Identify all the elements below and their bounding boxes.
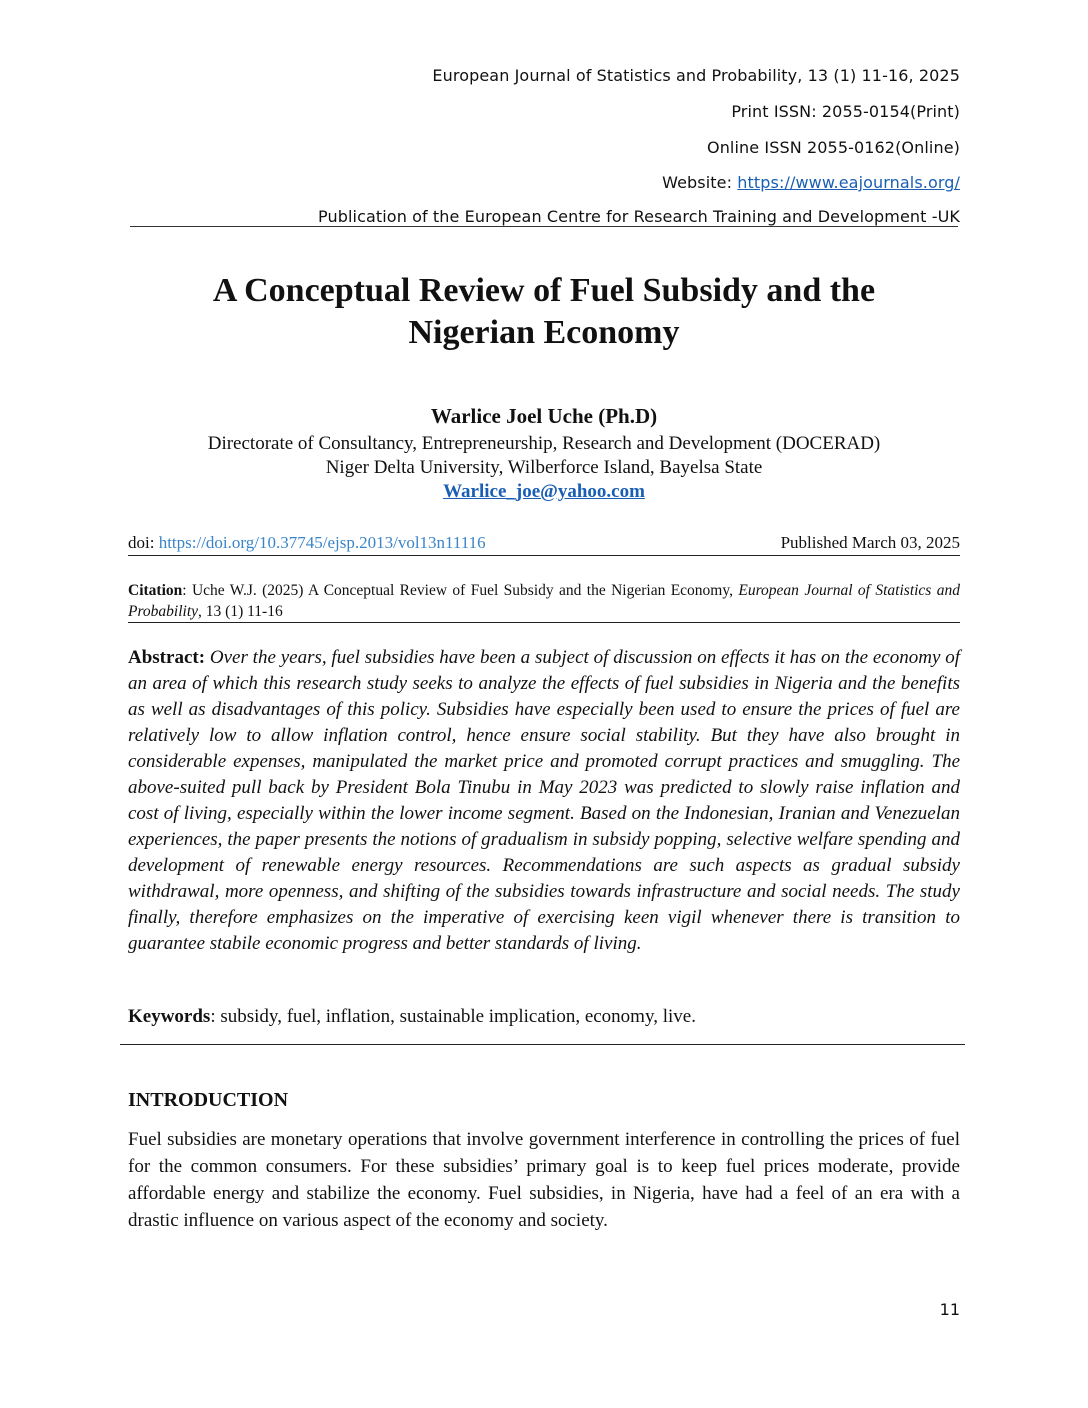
paper-title-line-2: Nigerian Economy — [408, 314, 680, 351]
page-number: 11 — [939, 1300, 960, 1319]
online-issn: Online ISSN 2055-0162(Online) — [707, 138, 960, 157]
doi-label: doi: — [128, 533, 159, 552]
author-email-link[interactable]: Warlice_joe@yahoo.com — [443, 481, 645, 502]
section-heading-introduction: INTRODUCTION — [128, 1089, 289, 1111]
abstract-label: Abstract: — [128, 647, 206, 668]
published-date: Published March 03, 2025 — [780, 533, 960, 552]
keywords-label: Keywords — [128, 1006, 211, 1027]
citation-volume: , 13 (1) 11-16 — [198, 603, 283, 620]
doi-link[interactable]: https://doi.org/10.37745/ejsp.2013/vol13n11116 — [158, 533, 486, 552]
keywords-text: : subsidy, fuel, inflation, sustainable implication, economy, live. — [210, 1006, 696, 1027]
journal-citation-header: European Journal of Statistics and Probability, 13 (1) 11-16, 2025 — [432, 66, 960, 85]
citation-journal: European Journal of Statistics and Probability — [128, 582, 960, 620]
print-issn: Print ISSN: 2055-0154(Print) — [731, 102, 960, 121]
header-divider — [130, 226, 958, 227]
citation — [128, 580, 960, 622]
citation-divider — [128, 622, 960, 623]
doi-divider — [128, 555, 960, 556]
author-email-line — [128, 480, 960, 504]
author-affiliation-2: Niger Delta University, Wilberforce Island, Bayelsa State — [325, 457, 763, 478]
publisher-line: Publication of the European Centre for Research Training and Development -UK — [318, 207, 960, 226]
keywords — [128, 1004, 960, 1030]
introduction-paragraph: Fuel subsidies are monetary operations that involve government interference in controlling the prices of fuel for the common consumers. For these subsidies’ primary goal is to keep fuel prices moderate, provide affordable energy and stabilize the economy. Fuel subsidies, in Nigeria, have had a feel of an era with a drastic influence on various aspect of the economy and society. — [128, 1129, 960, 1231]
doi-info — [128, 532, 486, 554]
keywords-divider — [120, 1044, 965, 1045]
author-affiliation-1: Directorate of Consultancy, Entrepreneurship, Research and Development (DOCERAD) — [207, 433, 881, 454]
citation-text: : Uche W.J. (2025) A Conceptual Review of Fuel Subsidy and the Nigerian Economy, — [182, 582, 739, 599]
website-link[interactable]: https://www.eajournals.org/ — [737, 173, 960, 192]
website-line — [662, 173, 960, 193]
website-label: Website: — [662, 173, 738, 192]
author-name: Warlice Joel Uche (Ph.D) — [430, 404, 658, 428]
abstract-text: Over the years, fuel subsidies have been a subject of discussion on effects it has on the economy of an area of which this research study seeks to analyze the effects of fuel subsidies in Nigeria and the benefits as well as disadvantages of this policy. Subsidies have especially been used to ensure the prices of fuel are relatively low to allow inflation control, hence ensure social stability. But they have also brought in considerable expenses, manipulated the market price and promoted corrupt practices and smuggling. The above-suited pull back by President Bola Tinubu in May 2023 was predicted to slowly raise inflation and cost of living, especially within the lower income segment. Based on the Indonesian, Iranian and Venezuelan experiences, the paper presents the notions of gradualism in subsidy popping, selective welfare spending and development of renewable energy resources. Recommendations are such aspects as gradual subsidy withdrawal, more openness, and shifting of the subsidies towards infrastructure and social needs. The study finally, therefore emphasizes on the imperative of exercising keen vigil whenever there is transition to guarantee stabile economic progress and better standards of living. — [128, 647, 960, 954]
abstract — [128, 645, 960, 957]
doi-row — [128, 532, 960, 554]
paper-title-line-1: A Conceptual Review of Fuel Subsidy and the — [212, 272, 876, 309]
paper-title — [128, 270, 960, 354]
citation-label: Citation — [128, 582, 183, 599]
